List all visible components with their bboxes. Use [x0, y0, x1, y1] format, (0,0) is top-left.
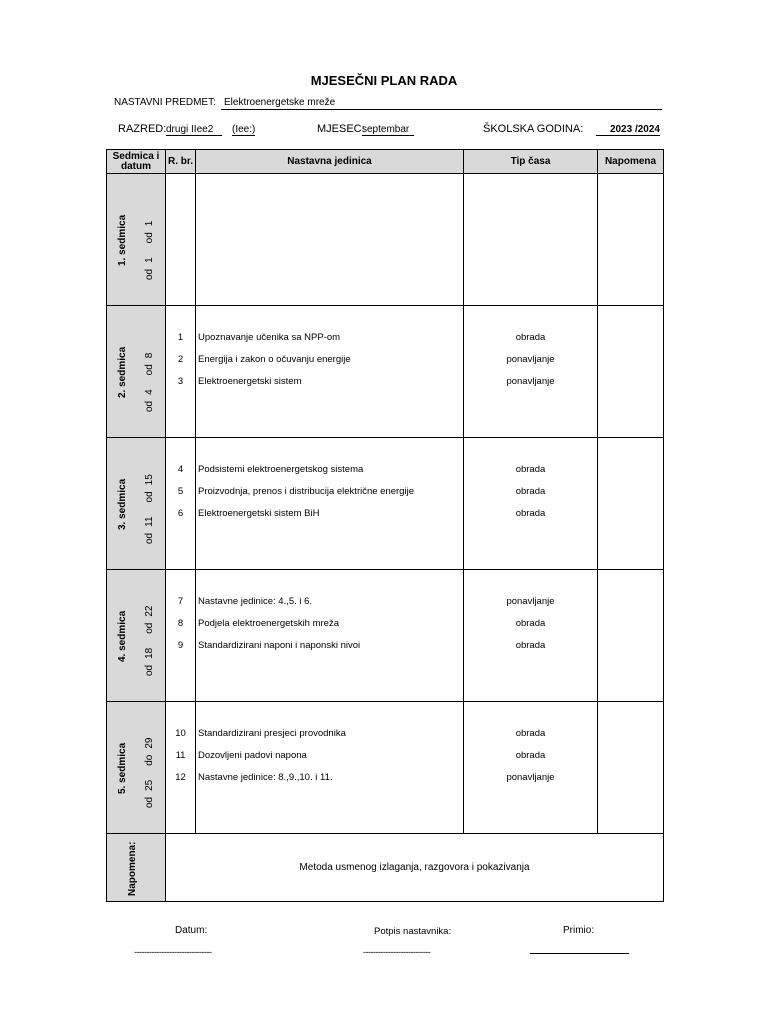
week-date-cell — [107, 702, 166, 834]
date-to: 29 — [144, 737, 155, 749]
unit-name: Proizvodnja, prenos i distribucija električne energije — [198, 486, 414, 497]
type-cell — [464, 570, 598, 702]
type-cell — [464, 438, 598, 570]
row-number: 4 — [177, 464, 184, 475]
remark-cell — [598, 306, 664, 438]
unit-cell — [196, 570, 464, 702]
signature-label: Potpis nastavnika: — [374, 926, 452, 937]
week-row — [107, 174, 664, 306]
lesson-type: obrada — [515, 486, 546, 497]
date-label: Datum: — [175, 925, 208, 936]
unit-cell — [196, 306, 464, 438]
date-from-word: od — [144, 664, 155, 676]
row-number-cell — [166, 702, 196, 834]
date-from-word: od — [144, 268, 155, 280]
unit-name: Dozovljeni padovi napona — [198, 750, 307, 761]
date-to-word: do — [144, 754, 155, 766]
unit-name: Nastavne jedinice: 8.,9.,10. i 11. — [198, 772, 333, 783]
received-label: Primio: — [563, 925, 595, 936]
col-header-week: Sedmica i datum — [107, 150, 166, 174]
week-dates — [144, 353, 155, 412]
row-number: 9 — [177, 640, 184, 651]
lesson-type: obrada — [515, 618, 546, 629]
week-label: 4. sedmica — [117, 610, 128, 662]
date-to: 15 — [144, 474, 155, 486]
date-to-word: od — [144, 232, 155, 244]
page-title: MJESEČNI PLAN RADA — [310, 73, 458, 88]
row-number-cell — [166, 174, 196, 306]
date-line: ------------------------------- — [134, 947, 212, 957]
week-row — [107, 570, 664, 702]
subject-value: Elektroenergetske mreže — [224, 97, 336, 108]
date-to: 22 — [144, 605, 155, 617]
week-date-cell — [107, 438, 166, 570]
week-label: 5. sedmica — [117, 742, 128, 794]
row-number: 11 — [175, 750, 186, 761]
lesson-type: obrada — [515, 728, 546, 739]
date-to-word: od — [144, 622, 155, 634]
row-number: 12 — [175, 772, 186, 783]
lesson-type: obrada — [515, 640, 546, 651]
subject-underline — [221, 108, 662, 110]
unit-name: Podjela elektroenergetskih mreža — [198, 618, 339, 629]
unit-name: Upoznavanje učenika sa NPP-om — [198, 332, 341, 343]
unit-cell — [196, 438, 464, 570]
lesson-type: obrada — [515, 508, 546, 519]
date-to-word: od — [144, 364, 155, 376]
note-text: Metoda usmenog izlaganja, razgovora i pokazivanja — [166, 834, 664, 902]
date-from: 25 — [144, 779, 155, 791]
class-label: RAZRED: — [118, 123, 167, 135]
date-from: 18 — [144, 647, 155, 659]
unit-cell — [196, 702, 464, 834]
year-value: 2023 /2024 — [596, 124, 660, 136]
col-header-note: Napomena — [598, 150, 664, 174]
class-value: drugi IIee2 — [166, 124, 222, 136]
date-to: 8 — [144, 352, 155, 359]
year-label: ŠKOLSKA GODINA: — [483, 123, 584, 135]
week-dates — [144, 738, 155, 809]
class-paren: (Iee:) — [232, 124, 256, 135]
month-value: septembar — [362, 124, 414, 136]
week-row — [107, 702, 664, 834]
week-row — [107, 306, 664, 438]
unit-name: Elektroenergetski sistem — [198, 376, 302, 387]
lesson-type: ponavljanje — [506, 772, 555, 783]
lesson-type: obrada — [515, 750, 546, 761]
type-cell — [464, 702, 598, 834]
type-cell — [464, 306, 598, 438]
lesson-type: obrada — [515, 464, 546, 475]
row-number: 6 — [177, 508, 184, 519]
lesson-type: ponavljanje — [506, 596, 555, 607]
week-row — [107, 438, 664, 570]
row-number: 5 — [177, 486, 184, 497]
date-from: 1 — [144, 257, 155, 263]
remark-cell — [598, 570, 664, 702]
subject-label: NASTAVNI PREDMET: — [114, 97, 216, 108]
row-number-cell — [166, 570, 196, 702]
row-number-cell — [166, 306, 196, 438]
row-number-cell — [166, 438, 196, 570]
col-header-num: R. br. — [166, 150, 196, 174]
note-label-cell — [107, 834, 166, 902]
week-label: 1. sedmica — [117, 214, 128, 266]
row-number: 10 — [175, 728, 186, 739]
row-number: 1 — [177, 332, 184, 343]
lesson-type: ponavljanje — [506, 376, 555, 387]
week-label: 3. sedmica — [117, 478, 128, 530]
week-dates — [144, 221, 155, 280]
date-to-word: od — [144, 491, 155, 503]
plan-table — [106, 149, 664, 902]
unit-name: Elektroenergetski sistem BiH — [198, 508, 320, 519]
remark-cell — [598, 438, 664, 570]
signature-line: --------------------------- — [363, 947, 431, 957]
date-from: 4 — [144, 389, 155, 395]
unit-name: Standardizirani presjeci provodnika — [198, 728, 346, 739]
type-cell — [464, 174, 598, 306]
date-to: 1 — [144, 220, 155, 227]
lesson-type: obrada — [515, 332, 546, 343]
row-number: 3 — [177, 376, 184, 387]
row-number: 2 — [177, 354, 184, 365]
row-number: 7 — [177, 596, 184, 607]
date-from-word: od — [144, 532, 155, 544]
unit-name: Energija i zakon o očuvanju energije — [198, 354, 351, 365]
month-label: MJESEC: — [317, 123, 365, 135]
week-date-cell — [107, 174, 166, 306]
remark-cell — [598, 174, 664, 306]
week-date-cell — [107, 306, 166, 438]
unit-name: Podsistemi elektroenergetskog sistema — [198, 464, 364, 475]
date-from-word: od — [144, 400, 155, 412]
week-date-cell — [107, 570, 166, 702]
week-label: 2. sedmica — [117, 346, 128, 398]
date-from-word: od — [144, 796, 155, 808]
week-dates — [144, 474, 155, 544]
received-line — [530, 953, 629, 954]
week-dates — [144, 606, 155, 677]
lesson-type: ponavljanje — [506, 354, 555, 365]
note-label: Napomena: — [127, 841, 138, 896]
unit-name: Nastavne jedinice: 4.,5. i 6. — [198, 596, 313, 607]
date-from: 11 — [144, 516, 155, 527]
remark-cell — [598, 702, 664, 834]
unit-cell — [196, 174, 464, 306]
col-header-unit: Nastavna jedinica — [196, 150, 464, 174]
unit-name: Standardizirani naponi i naponski nivoi — [198, 640, 361, 651]
row-number: 8 — [177, 618, 184, 629]
col-header-type: Tip časa — [464, 150, 598, 174]
